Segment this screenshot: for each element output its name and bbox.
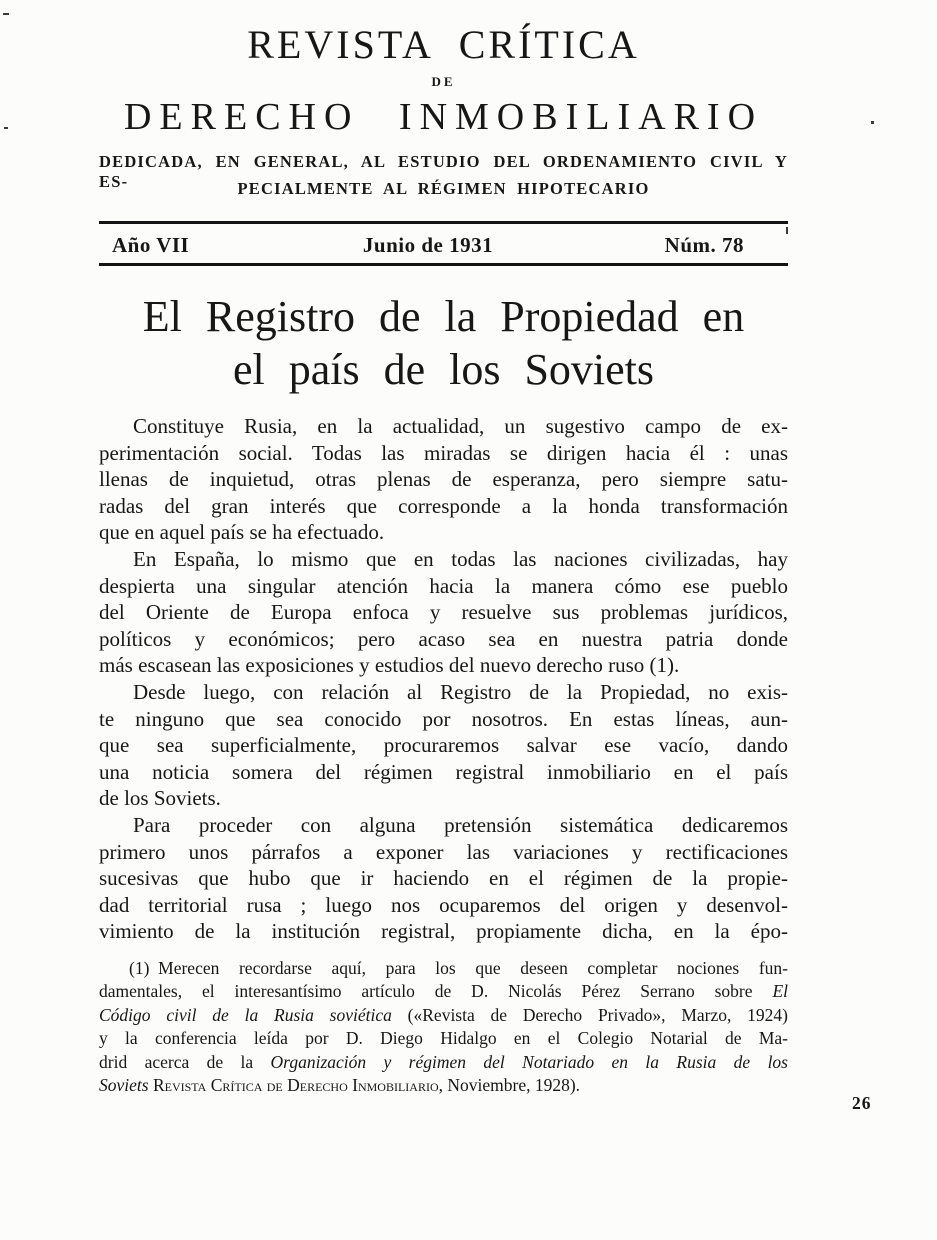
footnote-line	[99, 1027, 788, 1050]
page-number: 26	[852, 1093, 872, 1113]
masthead-rule-bottom	[99, 263, 788, 266]
body-line: de los Soviets.	[99, 786, 221, 811]
article-title-line-2: el país de los Soviets	[232, 345, 655, 394]
body-line: Constituye Rusia, en la actualidad, un sugestivo campo de ex-	[133, 414, 788, 438]
footnote-text-italic: Organización y régimen del Notariado en la Rusia de los	[270, 1051, 788, 1072]
issue-number: Núm. 78	[664, 232, 744, 257]
body-line: vimiento de la institución registral, propiamente dicha, en la épo-	[99, 919, 788, 944]
body-line: más escasean las exposiciones y estudios del nuevo derecho ruso (1).	[99, 653, 680, 678]
article-body	[99, 413, 788, 945]
footnote-text-italic: El	[772, 981, 788, 1002]
footnote-text-italic: Soviets	[99, 1075, 149, 1096]
article-title	[99, 290, 788, 396]
journal-title-connector: DE	[431, 74, 456, 89]
body-line: que en aquel país se ha efectuado.	[99, 520, 385, 545]
footnote-text: , Noviembre, 1928).	[438, 1075, 581, 1096]
footnote-text: drid acerca de la	[99, 1051, 271, 1072]
journal-title-top: REVISTA CRÍTICA	[247, 22, 640, 67]
footnote-line	[99, 1051, 788, 1074]
footnote	[99, 957, 788, 1097]
scan-speck	[4, 127, 8, 129]
footnote-text-smallcaps: Revista Crítica de Derecho Inmobiliario	[148, 1075, 439, 1096]
scan-speck	[871, 121, 874, 124]
journal-dedication-line-2: PECIALMENTE AL RÉGIMEN HIPOTECARIO	[237, 179, 650, 198]
issue-bar	[99, 228, 788, 262]
journal-title-main: DERECHO INMOBILIARIO	[123, 96, 764, 138]
scan-speck	[3, 13, 9, 15]
body-line: llenas de inquietud, otras plenas de esperanza, pero siempre satu-	[99, 467, 788, 492]
body-line: En España, lo mismo que en todas las naciones civilizadas, hay	[133, 546, 788, 571]
body-line: sucesivas que hubo que ir haciendo en el régimen de la propie-	[99, 866, 788, 891]
body-line: perimentación social. Todas las miradas se dirigen hacia él : unas	[99, 440, 788, 465]
footnote-text: (1) Merecen recordarse aquí, para los que deseen completar nociones fun-	[129, 958, 788, 978]
footnote-line	[99, 1004, 788, 1027]
footnote-line	[99, 1074, 788, 1097]
body-line: despierta una singular atención hacia la manera cómo ese pueblo	[99, 573, 788, 598]
footnote-text: («Revista de Derecho Privado», Marzo, 1924)	[391, 1004, 788, 1025]
footnote-text: damentales, el interesantísimo artículo de D. Nicolás Pérez Serrano sobre	[99, 981, 773, 1002]
footnote-line	[99, 957, 788, 980]
footnote-line	[99, 980, 788, 1003]
body-line: te ninguno que sea conocido por nosotros. En estas líneas, aun-	[99, 706, 788, 731]
issue-year: Año VII	[112, 232, 190, 257]
journal-dedication-line-1: DEDICADA, EN GENERAL, AL ESTUDIO DEL ORDENAMIENTO CIVIL Y ES-	[99, 152, 788, 191]
article-title-line-1: El Registro de la Propiedad en	[142, 292, 745, 341]
masthead-rule-top	[99, 221, 788, 224]
body-line: Para proceder con alguna pretensión sistemática dedicaremos	[133, 812, 788, 837]
body-line: radas del gran interés que corresponde a la honda transformación	[99, 493, 788, 518]
body-line: Desde luego, con relación al Registro de la Propiedad, no exis-	[133, 679, 788, 704]
issue-date: Junio de 1931	[362, 232, 494, 257]
footnote-text-italic: Código civil de la Rusia soviética	[99, 1004, 392, 1025]
body-line: una noticia somera del régimen registral inmobiliario en el país	[99, 759, 788, 784]
body-line: que sea superficialmente, procuraremos salvar ese vacío, dando	[99, 733, 788, 758]
body-line: dad territorial rusa ; luego nos ocuparemos del origen y desenvol-	[99, 892, 788, 917]
body-line: del Oriente de Europa enfoca y resuelve sus problemas jurídicos,	[99, 600, 788, 625]
body-line: políticos y económicos; pero acaso sea en nuestra patria donde	[99, 626, 788, 651]
body-line: primero unos párrafos a exponer las variaciones y rectificaciones	[99, 839, 788, 864]
footnote-text: y la conferencia leída por D. Diego Hidalgo en el Colegio Notarial de Ma-	[99, 1028, 788, 1049]
